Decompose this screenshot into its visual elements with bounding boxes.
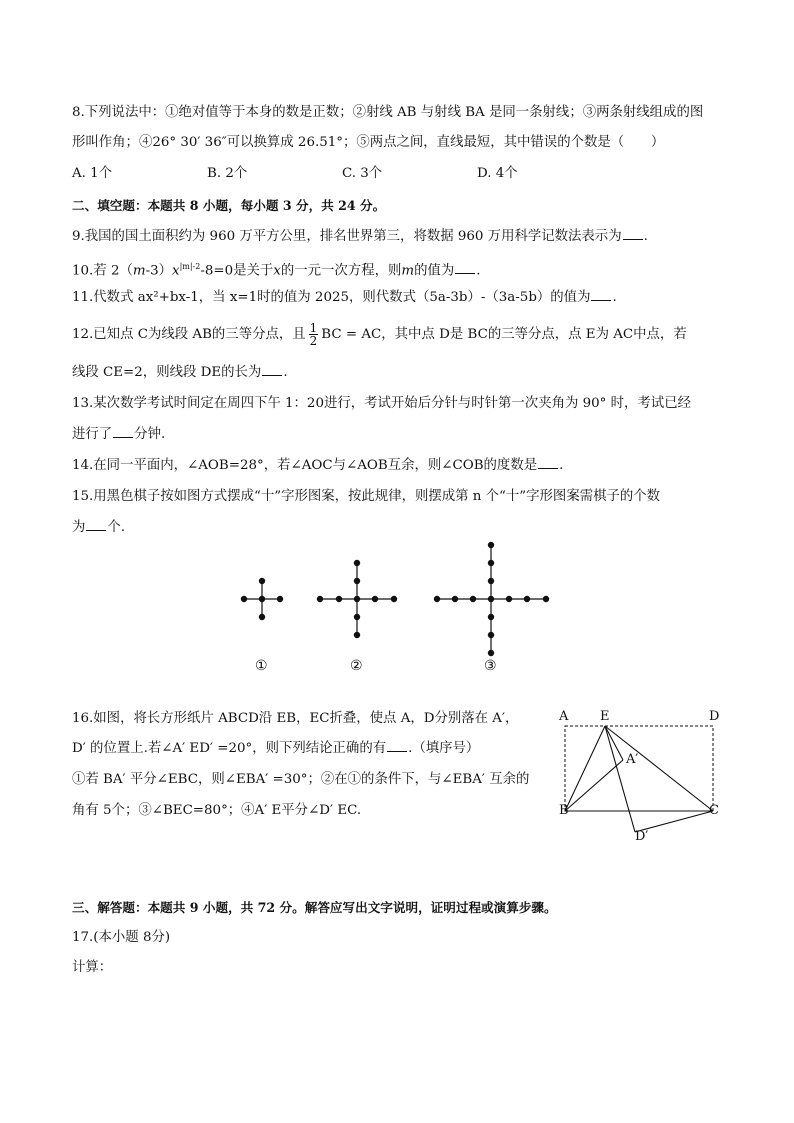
q15-line2: [72, 518, 125, 538]
q15-cross-figure: [230, 538, 570, 678]
q12-frac-den: 2: [309, 334, 318, 348]
q10-part-e: 的值为: [414, 263, 455, 279]
q15-label-2: ②: [350, 658, 363, 674]
fig-label-e: E: [600, 709, 610, 724]
q15-label-3: ③: [484, 658, 497, 674]
fig-label-a: A: [559, 709, 569, 724]
q10-x: x: [172, 263, 180, 279]
q9-blank: [623, 227, 643, 240]
q12-line1: [72, 318, 687, 352]
q12-text-c: 线段 CE=2，则线段 DE的长为: [72, 365, 262, 380]
q15-label-1: ①: [255, 658, 268, 674]
q10-part-b: -3）: [145, 263, 172, 279]
q16-text-b: .（填序号）: [408, 741, 480, 756]
fig-label-d: D: [709, 709, 720, 724]
q10-part-c: -8=0是关于: [200, 263, 274, 279]
fig-label-a-prime: A′: [626, 752, 639, 767]
q14-text: 14.在同一平面内，∠AOB=28°，若∠AOC与∠AOB互余，则∠COB的度数是: [72, 458, 538, 473]
rectangle-abcd: [565, 726, 713, 811]
q10-blank: [455, 261, 475, 274]
cross-pattern-3: [434, 542, 548, 655]
q9-line: 9.我国的国土面积约为 960 万平方公里，排名世界第三，将数据 960 万用科学记数法表示为 .: [72, 229, 648, 244]
q10-part-a: 10.若 2（: [72, 263, 133, 279]
q8-option-c: C. 3个: [342, 166, 383, 181]
q10-x2: x: [273, 263, 281, 279]
fig-label-c: C: [709, 803, 719, 818]
q17-body: 计算：: [72, 960, 113, 975]
q16-line3: ①若 BA′ 平分∠EBC，则∠EBA′ =30°；②在①的条件下，与∠EBA′ 互余的: [72, 772, 530, 787]
q8-option-a: A. 1个: [72, 166, 113, 181]
q15-blank: [86, 518, 106, 531]
q16-text-a: D′ 的位置上.若∠A′ ED′ =20°，则下列结论正确的有: [72, 741, 387, 756]
q16-blank: [387, 739, 407, 752]
q12-blank: [262, 363, 282, 376]
q15-line1: 15.用黑色棋子按如图方式摆成“十”字形图案，按此规律，则摆成第 n 个“十”字形图案需棋子的个数: [72, 489, 661, 504]
q12-fraction: [309, 322, 319, 347]
q15-text-a: 为: [72, 520, 86, 535]
q10-exponent: |m|-2: [179, 262, 201, 271]
q15-text-b: 个.: [107, 520, 126, 535]
q11-text: 11.代数式 ax²+bx-1，当 x=1时的值为 2025，则代数式（5a-3b）-（3a-5b）的值为: [72, 290, 591, 305]
q10-m: m: [132, 263, 146, 279]
q13-text-a: 进行了: [72, 427, 113, 442]
q8-line1: 8.下列说法中：①绝对值等于本身的数是正数；②射线 AB 与射线 BA 是同一条射线；③两条射线组成的图: [72, 105, 704, 120]
q13-line1: 13.某次数学考试时间定在周四下午 1：20进行，考试开始后分针与时针第一次夹角为 90° 时，考试已经: [72, 396, 691, 411]
q16-line2: [72, 739, 479, 759]
fig-label-b: B: [559, 803, 569, 818]
q12-line2: 线段 CE=2，则线段 DE的长为 .: [72, 365, 288, 380]
q9-text: 9.我国的国土面积约为 960 万平方公里，排名世界第三，将数据 960 万用科学记数法表示为: [72, 229, 622, 244]
q12-text-b: BC = AC，其中点 D是 BC的三等分点，点 E为 AC中点，若: [321, 327, 687, 342]
q10-m2: m: [401, 263, 415, 279]
fig-label-d-prime: D′: [635, 829, 649, 844]
q12-frac-num: 1: [309, 321, 318, 335]
q8-line2: 形叫作角；④26° 30′ 36″可以换算成 26.51°；⑤两点之间，直线最短，其中错误的个数是（ ）: [72, 135, 665, 150]
q11-line: 11.代数式 ax²+bx-1，当 x=1时的值为 2025，则代数式（5a-3b）-（3a-5b）的值为 .: [72, 290, 617, 305]
q8-options: [72, 164, 672, 184]
q16-line4: 角有 5个；③∠BEC=80°；④A′ E平分∠D′ EC.: [72, 803, 362, 818]
q8-option-b: B. 2个: [207, 166, 248, 181]
cross-pattern-1: [241, 578, 282, 619]
q10-line: 10.若 $2(m-3)x^{|m|-2}-8=0$是关于x的一元一次方程，则m的值为 .: [72, 262, 481, 279]
q12-text-a: 12.已知点 C为线段 AB的三等分点，且: [72, 327, 306, 342]
q10-part-d: 的一元一次方程，则: [280, 263, 402, 279]
q17-title: 17.(本小题 8分): [72, 930, 171, 945]
cross-pattern-2: [317, 560, 396, 637]
q11-blank: [591, 288, 611, 301]
section2-heading: 二、填空题：本题共 8 小题，每小题 3 分，共 24 分。: [72, 198, 386, 213]
q14-line: 14.在同一平面内，∠AOB=28°，若∠AOC与∠AOB互余，则∠COB的度数是 .: [72, 458, 564, 473]
q13-text-b: 分钟.: [134, 427, 166, 442]
q16-line1: 16.如图，将长方形纸片 ABCD沿 EB，EC折叠，使点 A，D分别落在 A′，: [72, 711, 519, 726]
q14-blank: [538, 456, 558, 469]
q13-blank: [113, 425, 133, 438]
section3-heading: 三、解答题：本题共 9 小题，共 72 分。解答应写出文字说明，证明过程或演算步骤。: [72, 900, 557, 915]
q8-option-d: D. 4个: [477, 166, 518, 181]
fold-lines: [565, 726, 713, 832]
q13-line2: [72, 425, 165, 445]
